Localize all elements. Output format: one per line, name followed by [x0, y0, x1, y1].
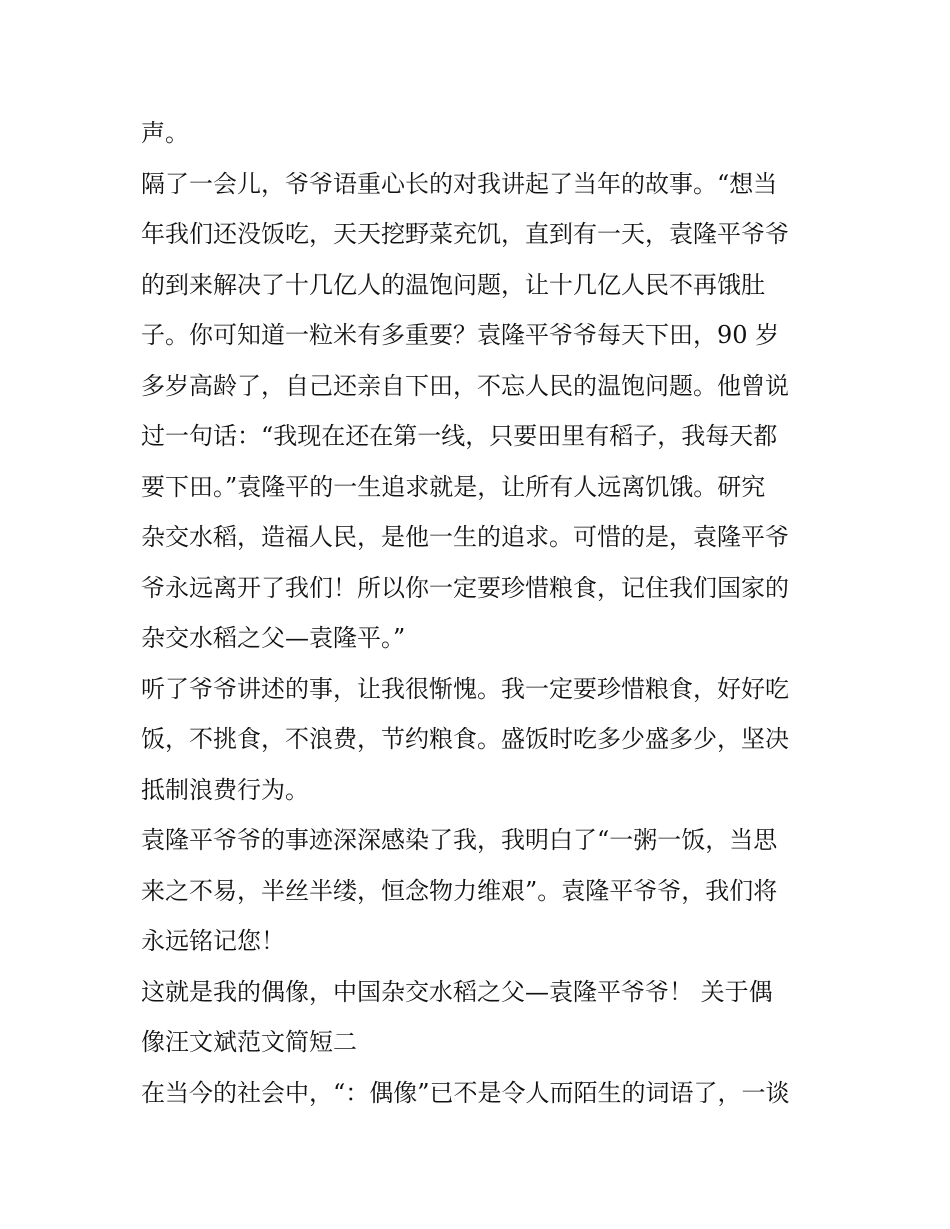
text-line: 杂交水稻，造福人民，是他一生的追求。可惜的是，袁隆平爷	[141, 523, 789, 551]
text-line: 听了爷爷讲述的事，让我很惭愧。我一定要珍惜粮食，好好吃	[141, 674, 789, 703]
text-line: 在当今的社会中，“：偶像”已不是令人而陌生的词语了，一谈	[141, 1078, 790, 1107]
text-line: 爷永远离开了我们！所以你一定要珍惜粮食，记住我们国家的	[141, 573, 789, 602]
text-line: 像汪文斌范文简短二	[141, 1028, 357, 1056]
text-line: 这就是我的偶像，中国杂交水稻之父—袁隆平爷爷！ 关于偶	[141, 977, 773, 1006]
text-line: 年我们还没饭吃，天天挖野菜充饥，直到有一天，袁隆平爷爷	[141, 220, 789, 248]
text-line: 过一句话：“我现在还在第一线，只要田里有稻子，我每天都	[141, 422, 778, 450]
text-line: 的到来解决了十几亿人的温饱问题，让十几亿人民不再饿肚	[141, 270, 765, 299]
text-line: 袁隆平爷爷的事迹深深感染了我，我明白了“一粥一饭，当思	[141, 826, 778, 854]
text-line: 永远铭记您！	[141, 927, 285, 955]
text-line: 要下田。”袁隆平的一生追求就是，让所有人远离饥饿。研究	[141, 472, 766, 501]
document-body	[141, 108, 821, 1118]
text-line: 子。你可知道一粒米有多重要？袁隆平爷爷每天下田，90 岁	[141, 321, 780, 349]
text-line: 杂交水稻之父—袁隆平。”	[141, 624, 406, 652]
text-line: 隔了一会儿，爷爷语重心长的对我讲起了当年的故事。“想当	[141, 169, 778, 198]
text-line: 多岁高龄了，自己还亲自下田，不忘人民的温饱问题。他曾说	[141, 371, 789, 400]
text-line: 来之不易，半丝半缕，恒念物力维艰”。袁隆平爷爷，我们将	[141, 876, 778, 905]
text-line: 抵制浪费行为。	[141, 775, 309, 804]
text-line: 饭，不挑食，不浪费，节约粮食。盛饭时吃多少盛多少，坚决	[141, 725, 789, 753]
text-line: 声。	[141, 119, 189, 147]
